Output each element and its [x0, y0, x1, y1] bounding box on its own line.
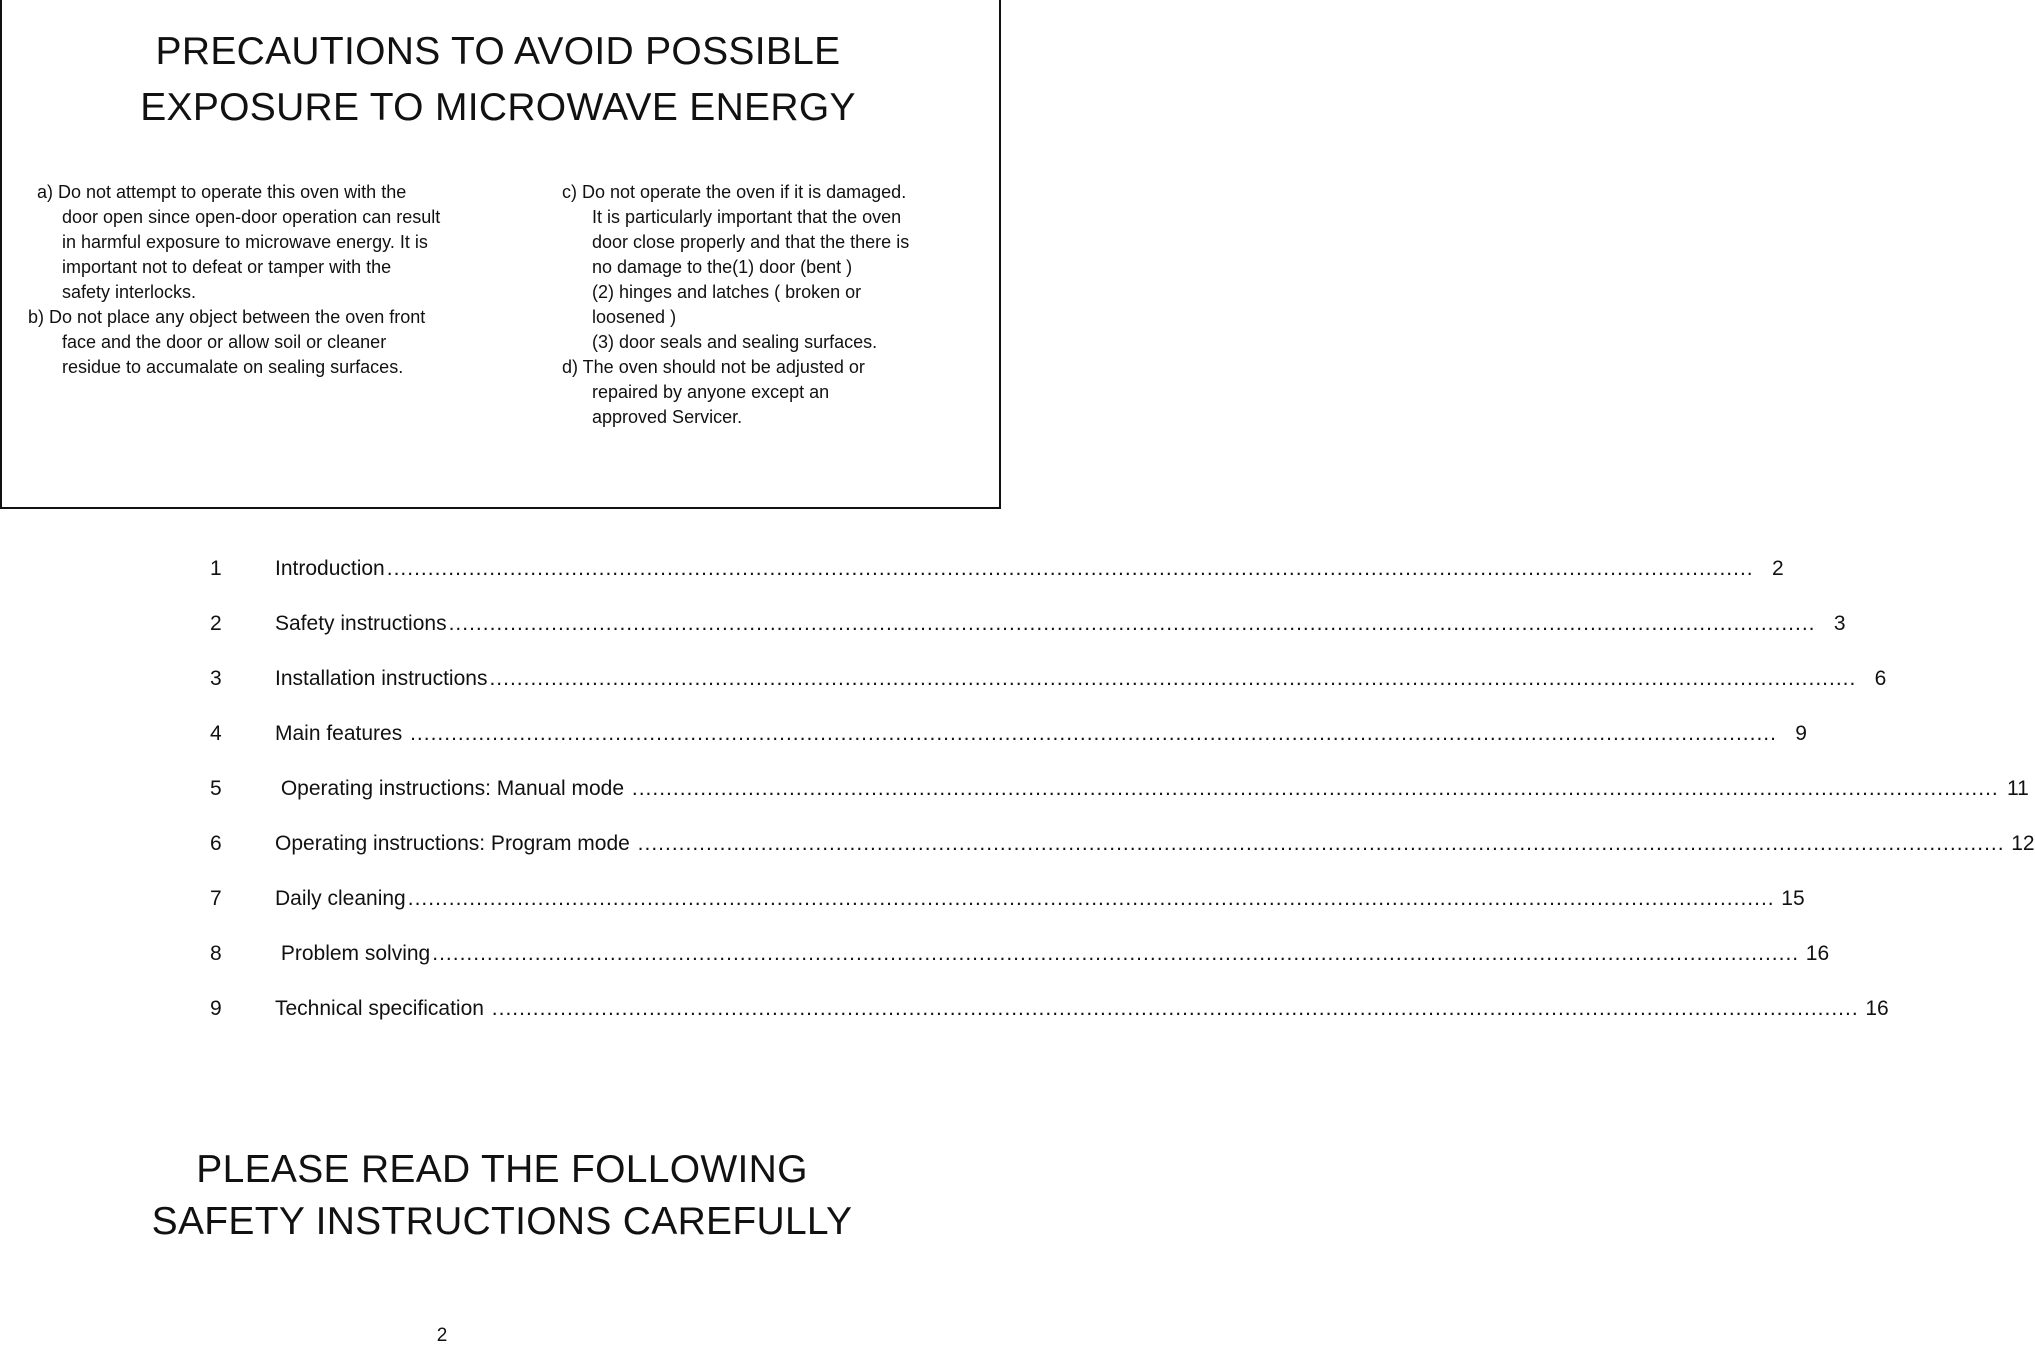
toc-number: 4 [210, 722, 222, 745]
toc-number: 8 [210, 942, 222, 965]
toc-title: Daily cleaning [275, 887, 406, 910]
precaution-line: (2) hinges and latches ( broken or [592, 282, 862, 302]
precaution-line: (3) door seals and sealing surfaces. [592, 332, 878, 352]
toc-leader-dots: ........................................................................................................................................................................................................ [432, 942, 1800, 965]
toc-page-number: 11 [2006, 777, 2029, 800]
toc-title: Technical specification [275, 997, 490, 1020]
toc-title: Operating instructions: Manual mode [275, 777, 630, 800]
precaution-item-c [562, 180, 992, 355]
toc-page-number: 9 [1795, 722, 1807, 745]
precautions-title-line-2: EXPOSURE TO MICROWAVE ENERGY [140, 86, 856, 129]
toc-entry[interactable] [210, 557, 1784, 612]
toc-leader-dots: ........................................................................................................................................................................................................ [410, 722, 1777, 745]
toc-leader-dots: ........................................................................................................................................................................................................ [491, 997, 1859, 1020]
toc-title: Operating instructions: Program mode [275, 832, 636, 855]
precautions-title-line-1: PRECAUTIONS TO AVOID POSSIBLE [155, 30, 841, 73]
precaution-line: no damage to the(1) door (bent ) [592, 257, 853, 277]
toc-leader-dots: ........................................................................................................................................................................................................ [448, 612, 1816, 635]
precaution-line: c) Do not operate the oven if it is damaged. [562, 182, 907, 202]
toc-number: 3 [210, 667, 222, 690]
precaution-line: repaired by anyone except an [592, 382, 830, 402]
toc-page-number: 6 [1874, 667, 1887, 690]
toc-number: 9 [210, 997, 222, 1020]
toc-title: Problem solving [275, 942, 431, 965]
toc-leader-dots: ........................................................................................................................................................................................................ [386, 557, 1754, 580]
toc-title: Safety instructions [275, 612, 447, 635]
toc-page-number: 2 [1771, 557, 1784, 580]
toc-page-number: 15 [1781, 887, 1805, 910]
precaution-item-a [32, 180, 532, 305]
toc-entry[interactable] [210, 942, 1830, 997]
toc-entry[interactable] [210, 777, 2029, 832]
precaution-line: b) Do not place any object between the oven front [28, 307, 426, 327]
toc-entry[interactable] [210, 887, 1805, 942]
precaution-item-b [28, 305, 532, 380]
toc-leader-dots: ........................................................................................................................................................................................................ [637, 832, 2005, 855]
precaution-line: approved Servicer. [592, 407, 743, 427]
safety-heading-line-2: SAFETY INSTRUCTIONS CAREFULLY [151, 1200, 853, 1243]
toc-page-number: 16 [1865, 997, 1889, 1020]
precaution-line: face and the door or allow soil or cleaner [62, 332, 387, 352]
precaution-line: d) The oven should not be adjusted or [562, 357, 865, 377]
toc-leader-dots: ........................................................................................................................................................................................................ [631, 777, 1999, 800]
toc-title: Installation instructions [275, 667, 488, 690]
toc-number: 2 [210, 612, 222, 635]
toc-entry[interactable] [210, 722, 1807, 777]
precaution-line: It is particularly important that the oven [592, 207, 902, 227]
precautions-right-column [562, 180, 992, 430]
precaution-item-d [562, 355, 992, 430]
precaution-line: a) Do not attempt to operate this oven with the [32, 182, 407, 202]
precaution-line: door close properly and that the there is [592, 232, 910, 252]
precautions-title [2, 24, 994, 136]
safety-heading [0, 1144, 1004, 1248]
toc-leader-dots: ........................................................................................................................................................................................................ [489, 667, 1857, 690]
precaution-line: door open since open-door operation can result [62, 207, 441, 227]
toc-entry[interactable] [210, 832, 2035, 887]
precaution-line: residue to accumalate on sealing surfaces. [62, 357, 404, 377]
precaution-line: important not to defeat or tamper with the [62, 257, 392, 277]
precautions-left-column [28, 180, 532, 380]
safety-heading-line-1: PLEASE READ THE FOLLOWING [196, 1148, 808, 1191]
precaution-line: safety interlocks. [62, 282, 197, 302]
toc-entry[interactable] [210, 667, 1887, 722]
precaution-line: in harmful exposure to microwave energy. It is [62, 232, 428, 252]
table-of-contents [210, 557, 2035, 1052]
toc-page-number: 3 [1833, 612, 1846, 635]
toc-title: Introduction [275, 557, 385, 580]
toc-entry[interactable] [210, 997, 1889, 1052]
toc-number: 7 [210, 887, 222, 910]
toc-page-number: 12 [2011, 832, 2035, 855]
toc-number: 5 [210, 777, 222, 800]
toc-number: 1 [210, 557, 222, 580]
toc-entry[interactable] [210, 612, 1846, 667]
precaution-line: loosened ) [592, 307, 677, 327]
precautions-box [0, 0, 1001, 509]
toc-number: 6 [210, 832, 222, 855]
page-number: 2 [436, 1325, 448, 1346]
toc-leader-dots: ........................................................................................................................................................................................................ [407, 887, 1775, 910]
toc-title: Main features [275, 722, 409, 745]
toc-page-number: 16 [1805, 942, 1830, 965]
